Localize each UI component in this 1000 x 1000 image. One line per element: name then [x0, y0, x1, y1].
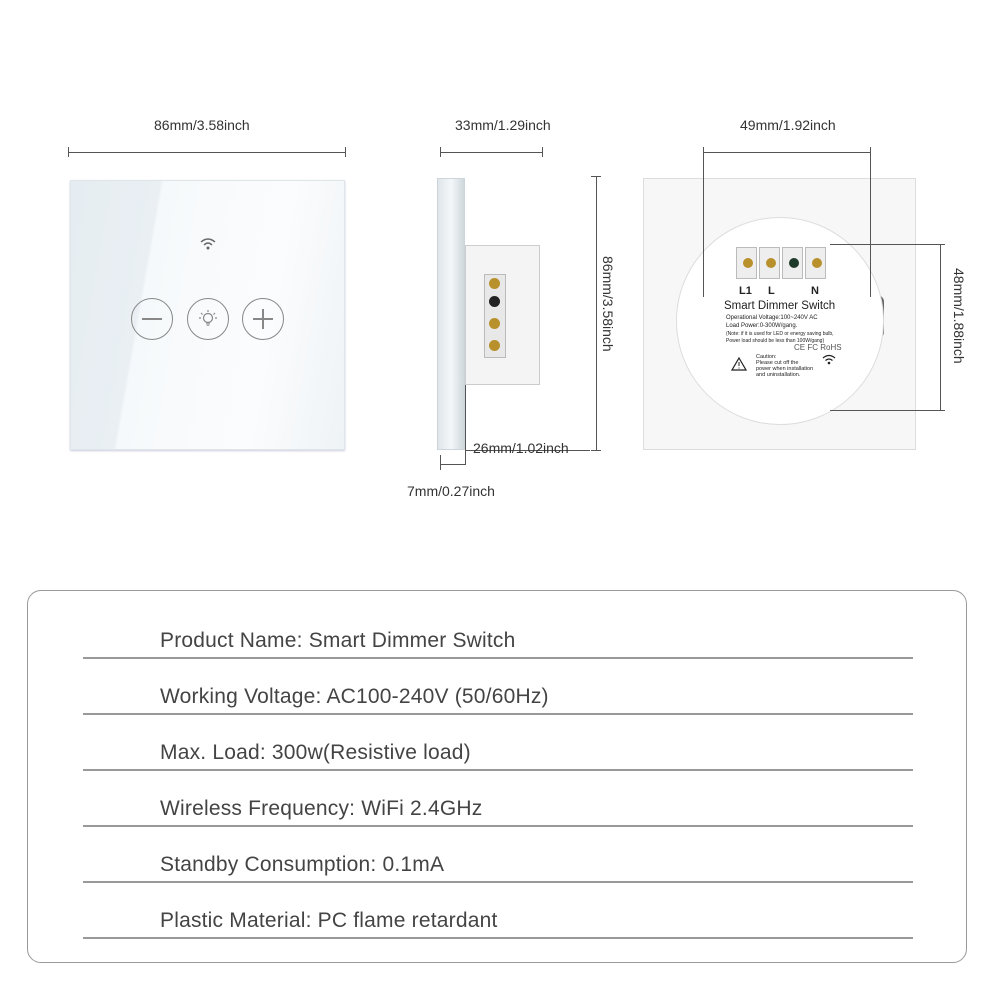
dimension-line	[440, 152, 542, 153]
module-text: (Note: if it is used for LED or energy saving bulb,	[726, 331, 834, 337]
side-body	[465, 245, 540, 385]
light-toggle-button[interactable]	[187, 298, 229, 340]
terminal-label: N	[811, 285, 819, 297]
module-text: Power load should be less than 100W/gang)	[726, 338, 825, 344]
cert-marks: CE FC RoHS	[794, 343, 842, 352]
back-width-label: 49mm/1.92inch	[740, 117, 836, 133]
module-text: Load Power:0-300W/gang.	[726, 323, 798, 329]
side-glass	[437, 178, 465, 450]
module-text: power when installation	[756, 366, 814, 372]
divider	[83, 657, 913, 659]
dimension-line	[940, 244, 941, 410]
terminal-screw	[489, 340, 500, 351]
back-height-label: 48mm/1.88inch	[951, 268, 967, 364]
dimension-tick	[591, 450, 601, 451]
terminal-label: L	[768, 285, 775, 297]
dimension-tick	[542, 147, 543, 157]
warning-icon	[731, 357, 747, 371]
dimension-tick	[68, 147, 69, 157]
spec-standby-consumption: Standby Consumption: 0.1mA	[160, 853, 445, 876]
spec-product-name: Product Name: Smart Dimmer Switch	[160, 629, 516, 652]
terminal-block	[736, 247, 826, 279]
module-title: Smart Dimmer Switch	[724, 300, 836, 312]
wifi-icon	[199, 237, 217, 251]
height-label: 86mm/3.58inch	[600, 256, 616, 352]
glass-depth-label: 7mm/0.27inch	[407, 483, 495, 499]
front-width-label: 86mm/3.58inch	[154, 117, 250, 133]
dimension-tick	[703, 147, 704, 297]
dimension-line	[596, 176, 597, 450]
divider	[83, 937, 913, 939]
module-text: Operational Voltage:100~240V AC	[726, 315, 818, 321]
divider	[83, 713, 913, 715]
dim-down-button[interactable]	[131, 298, 173, 340]
terminal-label: L1	[739, 285, 752, 297]
spec-max-load: Max. Load: 300w(Resistive load)	[160, 741, 471, 764]
dimension-line	[68, 152, 345, 153]
terminal-screw	[489, 318, 500, 329]
dimension-line	[440, 464, 466, 465]
dimension-tick	[870, 147, 871, 297]
dimension-tick	[591, 176, 601, 177]
dimension-tick	[345, 147, 346, 157]
specs-panel	[27, 590, 967, 963]
terminal-screw	[489, 296, 500, 307]
spec-working-voltage: Working Voltage: AC100-240V (50/60Hz)	[160, 685, 549, 708]
wifi-icon	[822, 354, 836, 365]
dimension-tick	[830, 244, 945, 245]
body-depth-label: 26mm/1.02inch	[473, 440, 569, 456]
divider	[83, 825, 913, 827]
spec-plastic-material: Plastic Material: PC flame retardant	[160, 909, 498, 932]
front-panel	[70, 180, 345, 450]
divider	[83, 881, 913, 883]
dimension-tick	[465, 385, 466, 465]
dimension-tick	[440, 455, 441, 470]
bulb-icon	[197, 308, 219, 330]
module-text: and uninstallation.	[756, 372, 801, 378]
dim-up-button[interactable]	[242, 298, 284, 340]
side-depth-label: 33mm/1.29inch	[455, 117, 551, 133]
terminal-screw	[489, 278, 500, 289]
dimension-tick	[830, 410, 945, 411]
module-text: Caution:	[756, 354, 777, 360]
dimension-line	[703, 152, 870, 153]
module-text: Please cut off the	[756, 360, 799, 366]
minus-icon	[142, 318, 162, 320]
divider	[83, 769, 913, 771]
spec-wireless-frequency: Wireless Frequency: WiFi 2.4GHz	[160, 797, 483, 820]
dimension-tick	[440, 147, 441, 157]
